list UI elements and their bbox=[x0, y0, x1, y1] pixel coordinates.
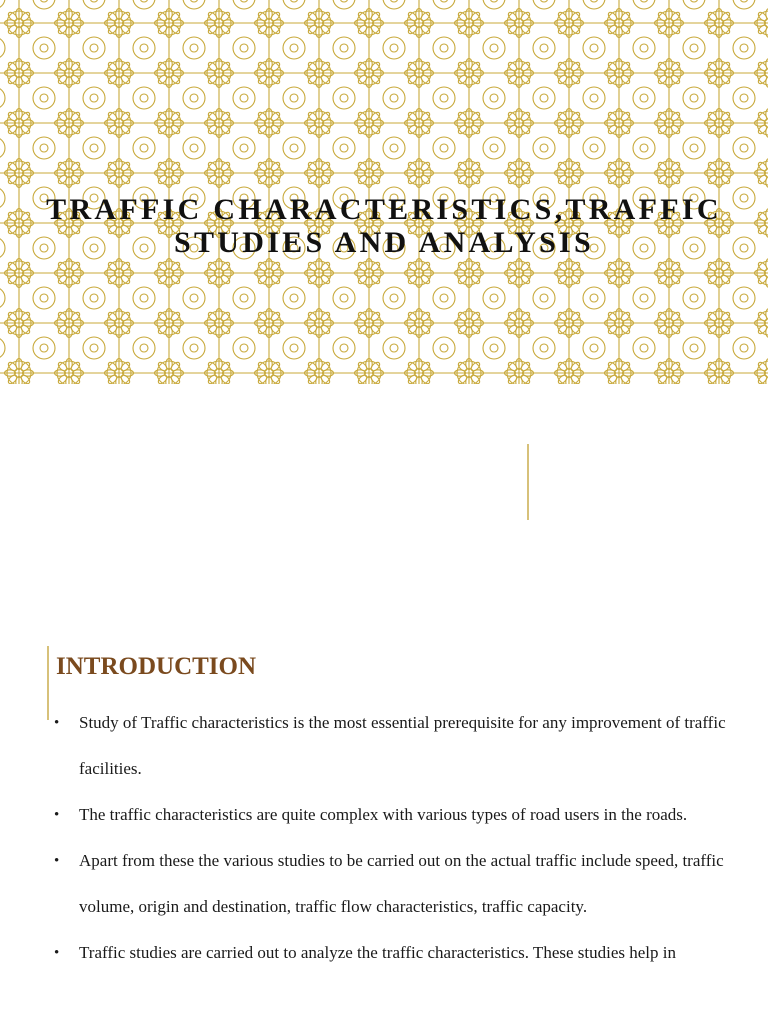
introduction-slide bbox=[0, 624, 768, 1024]
slide-title-line-2: STUDIES AND ANALYSIS bbox=[173, 226, 595, 259]
bullet-item: • Study of Traffic characteristics is the most essential prerequisite for any improvement of traffic facilities. bbox=[54, 700, 764, 792]
slide-title-line-1: TRAFFIC CHARACTERISTICS,TRAFFIC bbox=[46, 193, 722, 226]
slide-title bbox=[0, 193, 768, 259]
bullet-list bbox=[54, 700, 764, 976]
decorative-floral-pattern bbox=[0, 0, 768, 384]
bullet-item: • Apart from these the various studies to be carried out on the actual traffic include speed, traffic volume, origin and destination, traffic flow characteristics, traffic capacity. bbox=[54, 838, 764, 930]
heading-accent-line bbox=[47, 646, 49, 720]
introduction-heading: INTRODUCTION bbox=[56, 653, 257, 680]
vertical-accent-line bbox=[527, 444, 529, 520]
bullet-item: • Traffic studies are carried out to analyze the traffic characteristics. These studies help in bbox=[54, 930, 764, 976]
bullet-item: • The traffic characteristics are quite complex with various types of road users in the roads. bbox=[54, 792, 764, 838]
title-slide bbox=[0, 0, 768, 384]
blank-slide bbox=[0, 384, 768, 624]
